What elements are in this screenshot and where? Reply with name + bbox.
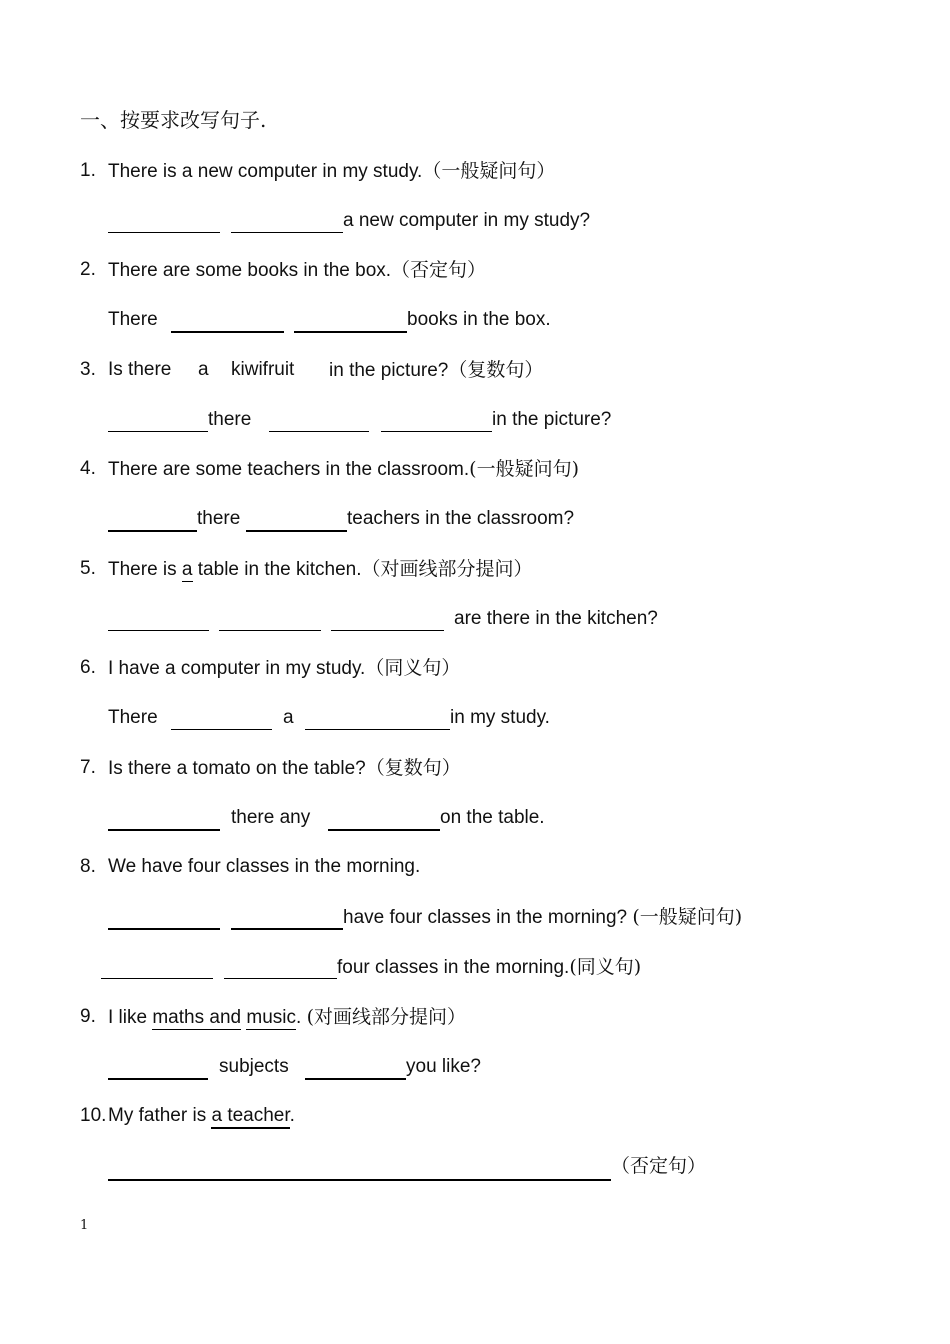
- answer-blank[interactable]: [101, 978, 213, 979]
- question-number: 5.: [80, 558, 96, 579]
- answer-mid: there any: [231, 807, 311, 828]
- answer-prefix: There: [108, 309, 158, 330]
- question-text: There are some books in the box.: [108, 260, 392, 281]
- question-text: .: [296, 1007, 307, 1028]
- answer-blank[interactable]: [305, 729, 450, 730]
- answer-text: four classes in the morning.: [337, 957, 570, 978]
- answer-blank[interactable]: [108, 829, 220, 831]
- answer-text: books in the box.: [407, 309, 551, 330]
- answer-blank[interactable]: [108, 1078, 208, 1080]
- requirement: （同义句）: [365, 657, 461, 679]
- answer-prefix: There: [108, 707, 158, 728]
- question-text: I have a computer in my study.: [108, 658, 366, 679]
- requirement: （复数句）: [448, 359, 544, 381]
- answer-blank[interactable]: [108, 431, 208, 432]
- question-word: Is there: [108, 359, 172, 380]
- question-number: 8.: [80, 856, 96, 877]
- answer-mid: there: [197, 508, 241, 529]
- question-text: There is a new computer in my study.: [108, 161, 423, 182]
- question-word: a: [198, 359, 209, 380]
- requirement: （否定句）: [611, 1155, 707, 1177]
- requirement: （否定句）: [391, 259, 487, 281]
- answer-text: on the table.: [440, 807, 545, 828]
- question-number: 10.: [80, 1105, 107, 1126]
- answer-mid: a: [283, 707, 294, 728]
- question-text: .: [289, 1105, 295, 1126]
- question-text: Is there a tomato on the table?: [108, 758, 366, 779]
- answer-text: you like?: [406, 1056, 481, 1077]
- answer-blank[interactable]: [231, 232, 343, 233]
- question-text: I like: [108, 1007, 153, 1028]
- question-number: 2.: [80, 259, 96, 280]
- answer-text: in my study.: [450, 707, 550, 728]
- answer-blank[interactable]: [294, 331, 407, 333]
- question-number: 1.: [80, 160, 96, 181]
- answer-blank[interactable]: [108, 1179, 611, 1181]
- underlined-word: a: [181, 559, 193, 580]
- question-number: 3.: [80, 359, 96, 380]
- page-number: 1: [80, 1218, 89, 1233]
- answer-blank[interactable]: [108, 630, 209, 631]
- question-number: 6.: [80, 657, 96, 678]
- answer-blank[interactable]: [171, 331, 284, 333]
- answer-text: in the picture?: [492, 409, 612, 430]
- answer-blank[interactable]: [171, 729, 272, 730]
- answer-blank[interactable]: [219, 630, 321, 631]
- requirement: （对画线部分提问）: [361, 558, 533, 580]
- answer-blank[interactable]: [231, 928, 343, 930]
- answer-blank[interactable]: [108, 928, 220, 930]
- question-number: 9.: [80, 1006, 96, 1027]
- answer-text: a new computer in my study?: [343, 210, 591, 231]
- answer-blank[interactable]: [108, 232, 220, 233]
- requirement: (一般疑问句): [469, 458, 579, 480]
- question-word: kiwifruit: [231, 359, 295, 380]
- requirement: (对画线部分提问）: [306, 1006, 466, 1028]
- question-text: There are some teachers in the classroom.: [108, 459, 470, 480]
- answer-mid: there: [208, 409, 252, 430]
- question-text: We have four classes in the morning.: [108, 856, 421, 877]
- answer-blank[interactable]: [381, 431, 492, 432]
- answer-blank[interactable]: [246, 530, 347, 532]
- answer-text: are there in the kitchen?: [454, 608, 658, 629]
- requirement: (一般疑问句): [632, 906, 743, 928]
- answer-text: teachers in the classroom?: [347, 508, 575, 529]
- requirement: (同义句): [569, 956, 642, 978]
- underlined-words: maths and: [152, 1007, 242, 1028]
- answer-mid: subjects: [219, 1056, 289, 1077]
- question-number: 4.: [80, 458, 96, 479]
- requirement: （一般疑问句）: [422, 160, 556, 182]
- question-text: There is: [108, 559, 182, 580]
- answer-text: have four classes in the morning?: [343, 907, 633, 928]
- question-text: My father is: [108, 1105, 212, 1126]
- requirement: （复数句）: [365, 757, 461, 779]
- section-heading: 一、按要求改写句子.: [80, 108, 267, 132]
- answer-blank[interactable]: [224, 978, 337, 979]
- question-text: table in the kitchen.: [192, 559, 362, 580]
- underlined-word: music: [246, 1007, 296, 1028]
- answer-blank[interactable]: [305, 1078, 406, 1080]
- question-word: in the picture?: [329, 360, 449, 381]
- answer-blank[interactable]: [331, 630, 444, 631]
- answer-blank[interactable]: [108, 530, 197, 532]
- answer-blank[interactable]: [328, 829, 440, 831]
- underlined-words: a teacher: [211, 1105, 289, 1129]
- question-number: 7.: [80, 757, 96, 778]
- answer-blank[interactable]: [269, 431, 369, 432]
